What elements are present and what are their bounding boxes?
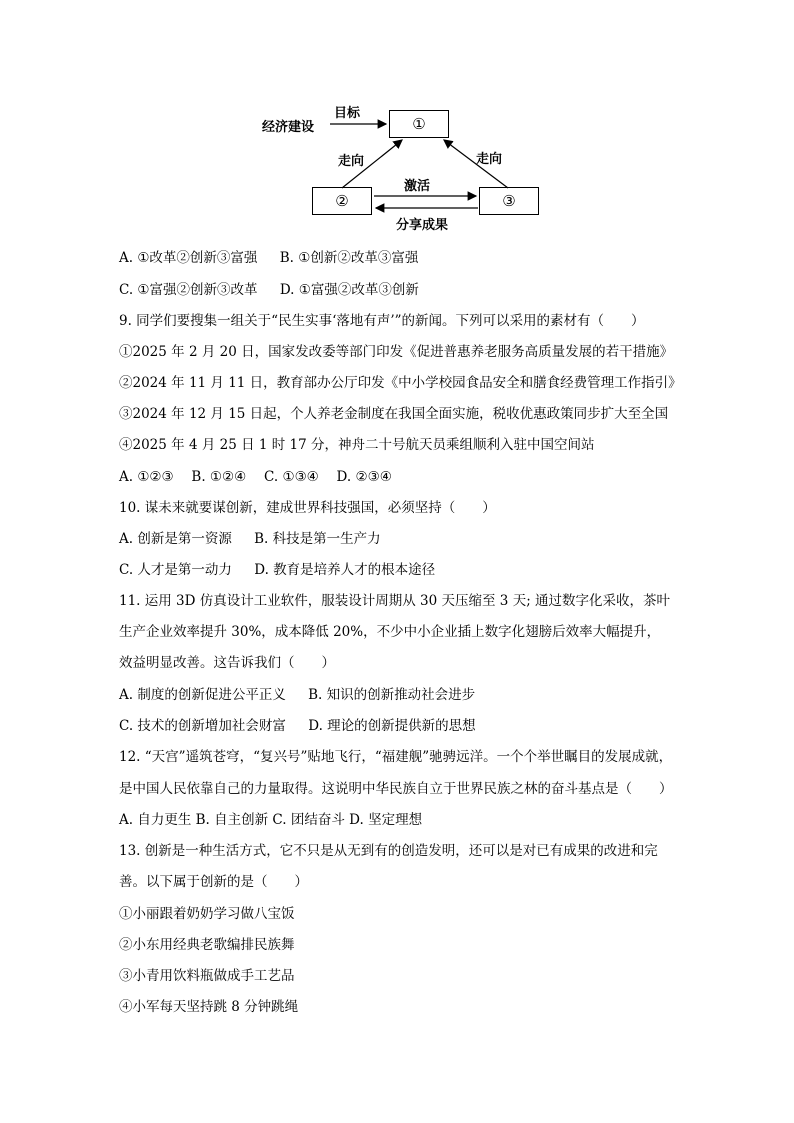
q13-stem-line1: 13. 创新是一种生活方式，它不只是从无到有的创造发明，还可以是对已有成果的改进和完: [119, 843, 658, 859]
q13-item-2: ②小东用经典老歌编排民族舞: [119, 937, 295, 953]
goal-label: 目标: [334, 106, 361, 121]
q9-item-2: ②2024 年 11 月 11 日，教育部办公厅印发《中小学校园食品安全和膳食经费管理工作指引》: [119, 375, 682, 391]
q10-options-row2: [119, 561, 435, 579]
q10-option-d: D. 教育是培养人才的根本途径: [254, 562, 436, 578]
q9-options: A. ①②③ B. ①②④ C. ①③④ D. ②③④: [119, 469, 392, 485]
q11-option-d: D. 理论的创新提供新的思想: [308, 718, 476, 734]
q13-item-4: ④小军每天坚持跳 8 分钟跳绳: [119, 999, 299, 1015]
q9-item-4: ④2025 年 4 月 25 日 1 时 17 分，神舟二十号航天员乘组顺利入驻中国空间站: [119, 437, 595, 453]
share-results-label: 分享成果: [396, 218, 449, 233]
q12-stem-line2: 是中国人民依靠自己的力量取得。这说明中华民族自立于世界民族之林的奋斗基点是（ ）: [119, 781, 673, 797]
q8-option-c: C. ①富强②创新③改革: [119, 282, 258, 298]
q11-options-row2: [119, 717, 476, 735]
q10-option-b: B. 科技是第一生产力: [254, 531, 381, 547]
q8-option-a: A. ①改革②创新③富强: [119, 250, 258, 266]
box-1: ①: [389, 110, 449, 138]
q10-option-c: C. 人才是第一动力: [119, 562, 232, 578]
q13-item-3: ③小青用饮料瓶做成手工艺品: [119, 968, 295, 984]
activate-label: 激活: [404, 179, 431, 194]
q11-option-c: C. 技术的创新增加社会财富: [119, 718, 286, 734]
q9-item-1: ①2025 年 2 月 20 日，国家发改委等部门印发《促进普惠养老服务高质量发展的若干措施》: [119, 344, 674, 360]
q13-stem-line2: 善。以下属于创新的是（ ）: [119, 874, 308, 890]
q8-option-b: B. ①创新②改革③富强: [279, 250, 419, 266]
q11-option-b: B. 知识的创新推动社会进步: [308, 687, 476, 703]
right-edge-label: 走向: [476, 152, 503, 167]
q8-option-d: D. ①富强②改革③创新: [279, 282, 419, 298]
q12-options: A. 自力更生 B. 自主创新 C. 团结奋斗 D. 坚定理想: [119, 812, 423, 828]
q11-stem-line3: 效益明显改善。这告诉我们（ ）: [119, 655, 335, 671]
q13-item-1: ①小丽跟着奶奶学习做八宝饭: [119, 906, 295, 922]
relationship-diagram: [0, 0, 794, 240]
economic-construction-label: 经济建设: [262, 120, 315, 135]
q8-options-row1: [119, 249, 418, 267]
q11-options-row1: [119, 686, 475, 704]
q8-options-row2: [119, 281, 419, 299]
q10-options-row1: [119, 530, 381, 548]
box-3: ③: [479, 187, 539, 215]
q10-option-a: A. 创新是第一资源: [119, 531, 232, 547]
q11-stem-line1: 11. 运用 3D 仿真设计工业软件，服装设计周期从 30 天压缩至 3 天; 通过数字化采收，茶叶: [119, 593, 671, 609]
q9-item-3: ③2024 年 12 月 15 日起，个人养老金制度在我国全面实施，税收优惠政策同步扩大至全国: [119, 406, 669, 422]
box-2: ②: [312, 187, 372, 215]
q9-stem: 9. 同学们要搜集一组关于“民生实事‘落地有声’”的新闻。下列可以采用的素材有（ ）: [119, 313, 645, 329]
q11-option-a: A. 制度的创新促进公平正义: [119, 687, 286, 703]
q10-stem: 10. 谋未来就要谋创新，建成世界科技强国，必须坚持（ ）: [119, 500, 496, 516]
q12-stem-line1: 12. “天宫”遥筑苍穹，“复兴号”贴地飞行，“福建舰”驰骋远洋。一个个举世瞩目的发展成就，: [119, 749, 673, 765]
left-edge-label: 走向: [338, 154, 365, 169]
q11-stem-line2: 生产企业效率提升 30%，成本降低 20%，不少中小企业插上数字化翅膀后效率大幅提升，: [119, 624, 661, 640]
